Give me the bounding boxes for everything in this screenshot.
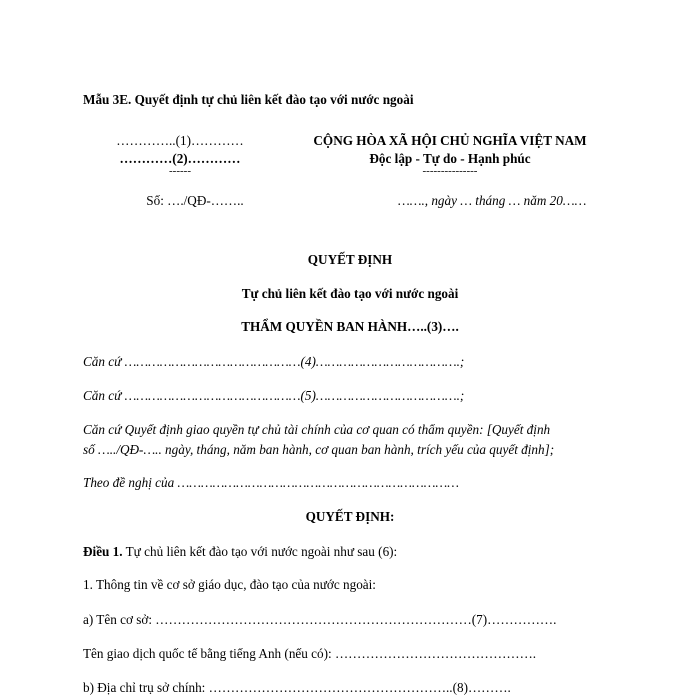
org-divider: ------: [169, 165, 191, 177]
basis-line-1: Căn cứ ………………………………………(4)……………………………….;: [83, 354, 465, 369]
decision-subtitle: Tự chủ liên kết đào tạo với nước ngoài: [241, 286, 459, 301]
item-a-name: a) Tên cơ sở: ………………………………………………………………(7)…………….: [83, 612, 557, 627]
basis-line-3a: Căn cứ Quyết định giao quyền tự chủ tài chính của cơ quan có thẩm quyền: [Quyết định: [83, 422, 551, 437]
basis-line-3b: số …../QĐ-….. ngày, tháng, năm ban hành, cơ quan ban hành, trích yếu của quyết định];: [83, 442, 555, 457]
article-1-text: Tự chủ liên kết đào tạo với nước ngoài như sau (6):: [122, 544, 398, 559]
item-b-address: b) Địa chỉ trụ sở chính: ………………………………………………..(8)……….: [83, 680, 511, 695]
decision-title: QUYẾT ĐỊNH: [307, 252, 393, 267]
form-title: Mẫu 3E. Quyết định tự chủ liên kết đào tạo với nước ngoài: [83, 92, 414, 107]
org-line-1: …………..(1)…………: [116, 133, 244, 148]
motto: Độc lập - Tự do - Hạnh phúc: [369, 151, 531, 166]
issuing-authority: THẨM QUYỀN BAN HÀNH…..(3)….: [241, 319, 459, 334]
org-line-2: …………(2)…………: [119, 151, 241, 166]
article-1: [83, 544, 397, 560]
issue-date: ……., ngày … tháng … năm 20……: [398, 193, 587, 208]
motto-divider: ---------------: [422, 165, 478, 177]
section-1-heading: 1. Thông tin về cơ sở giáo dục, đào tạo của nước ngoài:: [83, 577, 376, 592]
proposal-line: Theo đề nghị của ………………………………………………………………: [83, 475, 459, 490]
decide-heading: QUYẾT ĐỊNH:: [305, 509, 395, 524]
basis-line-2: Căn cứ ………………………………………(5)……………………………….;: [83, 388, 465, 403]
country-name: CỘNG HÒA XÃ HỘI CHỦ NGHĨA VIỆT NAM: [313, 133, 587, 148]
article-1-label: Điều 1.: [83, 544, 123, 559]
document-number: Số: …./QĐ-……..: [146, 193, 244, 208]
item-english-name: Tên giao dịch quốc tế bằng tiếng Anh (nếu có): ……………………………………….: [83, 646, 537, 661]
